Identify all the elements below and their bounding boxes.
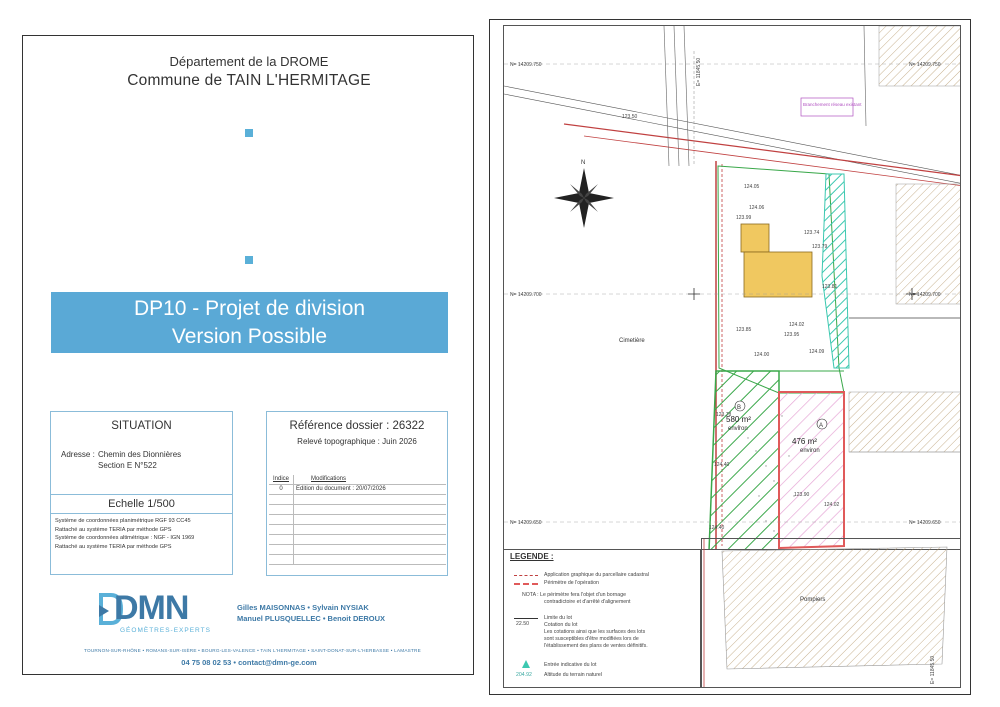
svg-text:N: N (581, 160, 586, 166)
perimeter-line-sample (514, 583, 538, 585)
legend-panel (503, 550, 701, 688)
svg-text:123.95: 123.95 (784, 332, 800, 338)
situation-address (61, 449, 181, 471)
table-row (269, 545, 446, 555)
table-row (269, 495, 446, 505)
coord-label: N= 14209.700 (909, 292, 941, 298)
lot-b-area: 580 m² (726, 415, 751, 424)
coord-label: N= 14209.700 (510, 292, 542, 298)
legend-item: l'établissement des plans de ventes définitifs. (544, 643, 648, 649)
table-row (269, 505, 446, 515)
survey-date: Relevé topographique : Juin 2026 (297, 437, 417, 446)
situation-box (50, 411, 233, 495)
svg-text:123.78: 123.78 (716, 412, 732, 418)
situation-title: SITUATION (111, 420, 172, 432)
legend-note: contradictoire et d'arrêté d'alignement (544, 599, 631, 605)
company-subtitle: GÉOMÈTRES-EXPERTS (120, 627, 211, 634)
coord-line: Système de coordonnées altimétrique : NGF - IGN 1969 (55, 535, 195, 542)
decorative-square-icon (245, 256, 253, 264)
legend-title: LEGENDE : (510, 552, 554, 561)
legend-item: sont susceptibles d'être modifiées lors de (544, 636, 639, 642)
fire-station-area (701, 538, 961, 688)
coord-label: N= 14209.650 (909, 520, 941, 526)
svg-text:124.40: 124.40 (709, 525, 725, 531)
coordinate-systems-box (50, 513, 233, 575)
fire-station-label: Pompiers (800, 597, 826, 603)
address-line: Chemin des Dionnières (98, 450, 182, 459)
legend-item: Application graphique du parcellaire cadastral (544, 572, 649, 578)
network-label: Branchement réseau existant (803, 102, 862, 107)
table-row (269, 515, 446, 525)
svg-text:123.74: 123.74 (804, 230, 820, 236)
svg-text:124.02: 124.02 (789, 322, 805, 328)
legend-item: Les cotations ainsi que les surfaces des lots (544, 629, 646, 635)
commune-heading: Commune de TAIN L'HERMITAGE (127, 72, 371, 89)
legend-item: Altitude du terrain naturel (544, 672, 602, 678)
document-title-band (51, 292, 448, 353)
section-line: Section E N°522 (98, 461, 157, 470)
table-row (269, 535, 446, 545)
legend-sample-alt: 204.92 (516, 672, 532, 678)
lot-a-letter: A (819, 423, 824, 429)
svg-text:123.81: 123.81 (822, 284, 838, 290)
coord-label: E= 11845.50 (930, 655, 936, 684)
reference-title: Référence dossier : 26322 (289, 420, 425, 432)
legend-item: Périmètre de l'opération (544, 580, 599, 586)
coord-label: N= 14209.650 (510, 520, 542, 526)
svg-text:124.06: 124.06 (749, 205, 765, 211)
coord-line: Rattaché au système TERIA par méthode GPS (55, 526, 172, 533)
table-row: 0 Edition du document : 20/07/2026 (269, 485, 446, 495)
coord-line: Rattaché au système TERIA par méthode GPS (55, 543, 172, 550)
cemetery-label: Cimetière (619, 338, 645, 344)
north-arrow-icon (554, 160, 614, 228)
legend-item: Entrée indicative du lot (544, 662, 597, 668)
coord-label: N= 14209.750 (510, 62, 542, 68)
lot-limit-sample (514, 618, 538, 619)
svg-text:124.09: 124.09 (809, 349, 825, 355)
svg-text:123.90: 123.90 (794, 492, 810, 498)
entry-arrow-icon (522, 660, 530, 668)
svg-text:124.02: 124.02 (824, 502, 840, 508)
coord-label: N= 14209.750 (909, 62, 941, 68)
plan-drawing (504, 26, 961, 550)
coord-label: E= 11845.50 (696, 57, 702, 86)
svg-text:123.99: 123.99 (736, 215, 752, 221)
svg-text:123.50: 123.50 (622, 114, 638, 120)
svg-text:124.05: 124.05 (744, 184, 760, 190)
lot-a-approx: environ (800, 448, 820, 454)
reference-box (266, 411, 448, 576)
partner-names: Gilles MAISONNAS • Sylvain NYSIAK (237, 603, 369, 612)
division-plan-map (503, 25, 961, 550)
document-title: DP10 - Projet de division (133, 297, 366, 320)
company-logo: DMN (114, 589, 189, 627)
table-header: Indice Modifications (269, 475, 446, 485)
table-row (269, 555, 446, 565)
decorative-square-icon (245, 129, 253, 137)
document-subtitle: Version Possible (171, 325, 328, 348)
table-row (269, 525, 446, 535)
cadastral-line-sample (514, 575, 538, 576)
partner-names: Manuel PLUSQUELLEC • Benoit DEROUX (237, 614, 386, 623)
lot-a-area: 476 m² (792, 437, 817, 446)
fire-station-drawing (702, 539, 961, 688)
legend-sample-cote: 22.50 (516, 621, 529, 627)
legend-item: Cotation du lot (544, 622, 578, 628)
contact-info: 04 75 08 02 53 • contact@dmn-ge.com (181, 658, 317, 667)
legend-note: NOTA : Le périmètre fera l'objet d'un bornage (522, 592, 626, 598)
coord-line: Système de coordonnées planimétrique RGF 93 CC45 (55, 518, 191, 524)
lot-b-letter: B (737, 405, 742, 411)
svg-text:123.79: 123.79 (812, 244, 828, 250)
scale-box: Echelle 1/500 (50, 494, 233, 514)
lot-b-approx: environ (728, 426, 748, 432)
legend-item: Limite du lot (544, 615, 572, 621)
department-heading: Département de la DROME (169, 54, 329, 69)
svg-text:124.00: 124.00 (754, 352, 770, 358)
office-cities: TOURNON-SUR-RHÔNE • ROMANS-SUR-ISÈRE • BOURG-LES-VALENCE • TAIN L'HERMITAGE • SAINT-DONAT-SUR-L'HERBASSE • LAMASTRE (84, 648, 421, 653)
svg-text:123.85: 123.85 (736, 327, 752, 333)
svg-text:124.40: 124.40 (714, 462, 730, 468)
address-label: Adresse : (61, 450, 95, 459)
